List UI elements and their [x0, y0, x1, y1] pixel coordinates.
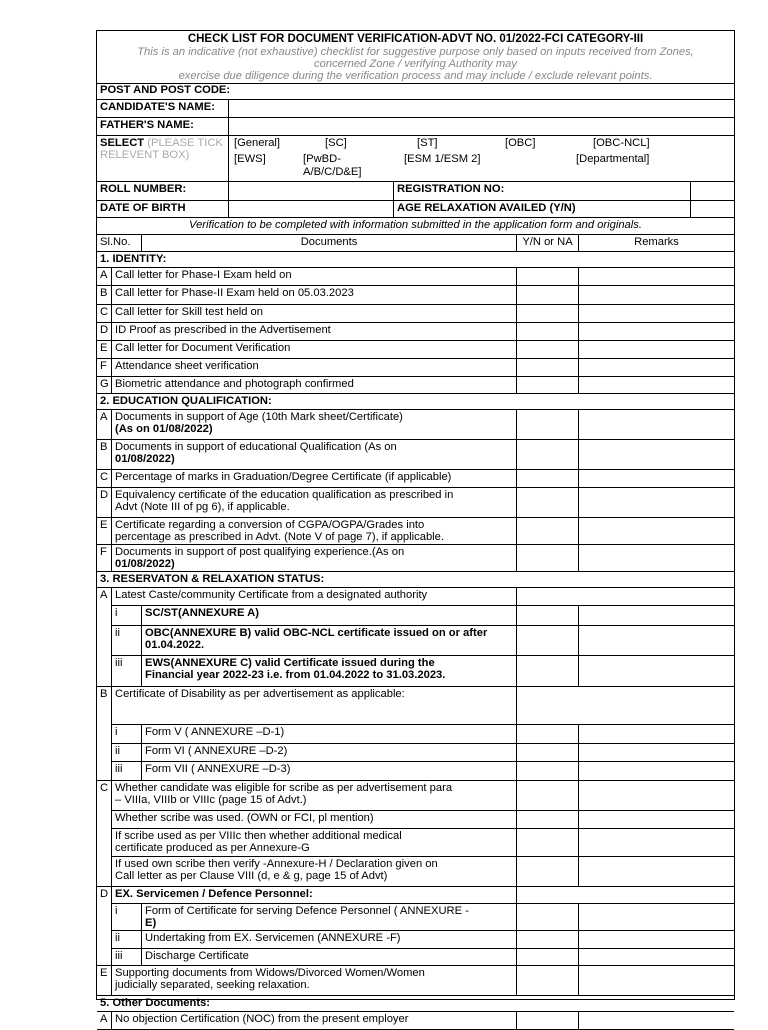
blank-cell	[516, 588, 734, 605]
row-document: Percentage of marks in Graduation/Degree Certificate (if applicable)	[111, 470, 516, 487]
form-title: CHECK LIST FOR DOCUMENT VERIFICATION-ADVT NO. 01/2022-FCI CATEGORY-III	[187, 33, 644, 45]
registration-field[interactable]	[690, 182, 734, 200]
row-label: F	[100, 360, 107, 372]
row-document: EX. Servicemen / Defence Personnel:	[111, 887, 516, 903]
table-row	[111, 626, 734, 656]
category-options	[228, 136, 734, 181]
row-document: Call letter for Document Verification	[111, 341, 516, 358]
row-document	[111, 545, 516, 571]
roll-number-field[interactable]	[228, 182, 393, 200]
row-label: A	[100, 269, 108, 281]
row-label: A	[100, 589, 108, 601]
row-label: F	[100, 546, 107, 558]
roll-row	[97, 182, 734, 201]
row-label: D	[100, 888, 109, 900]
table-row	[111, 656, 734, 687]
edu-f-line1: Documents in support of post qualifying experience.(As on	[115, 546, 405, 558]
category-obc[interactable]: [OBC]	[505, 137, 536, 149]
edu-a-line2: (As on 01/08/2022)	[115, 423, 213, 435]
remarks-cell[interactable]	[578, 377, 734, 393]
header-note-line3: exercise due diligence during the verification process and may include / exclude relevant points.	[178, 70, 653, 82]
row-document	[141, 626, 516, 655]
yn-cell[interactable]	[516, 656, 578, 686]
row-document	[111, 410, 516, 439]
yn-cell[interactable]	[516, 931, 578, 948]
res-d-label-cell	[97, 887, 111, 966]
yn-cell[interactable]	[516, 488, 578, 517]
edu-d-line2: Advt (Note III of pg 6), if applicable.	[115, 501, 290, 513]
category-pwbd-line1[interactable]: [PwBD-	[303, 153, 341, 165]
yn-cell[interactable]	[516, 286, 578, 304]
row-label: C	[100, 782, 109, 794]
remarks-cell[interactable]	[578, 857, 734, 886]
yn-cell[interactable]	[516, 811, 578, 828]
row-document: Form VI ( ANNEXURE –D-2)	[141, 744, 516, 761]
header-note-line1: This is an indicative (not exhaustive) checklist for suggestive purpose only based on inputs received from Zones,	[137, 46, 694, 58]
row-label: D	[100, 489, 109, 501]
res-a-ii-line2: 01.04.2022.	[145, 639, 205, 651]
row-sub-label: ii	[111, 931, 141, 948]
edu-e-line2: percentage as prescribed in Advt. (Note V of page 7), if applicable.	[115, 531, 444, 543]
blank-cell	[516, 887, 734, 903]
row-document	[141, 656, 516, 686]
res-a-ii-line1: OBC(ANNEXURE B) valid OBC-NCL certificate issued on or after	[145, 627, 488, 639]
table-row	[111, 725, 734, 744]
row-document: Form V ( ANNEXURE –D-1)	[141, 725, 516, 743]
remarks-cell[interactable]	[578, 268, 734, 285]
dob-label: DATE OF BIRTH	[100, 202, 186, 214]
yn-cell[interactable]	[516, 725, 578, 743]
row-document: Form VII ( ANNEXURE –D-3)	[141, 762, 516, 780]
section-other: 5. Other Documents:	[100, 997, 211, 1009]
res-d-i-line2: E)	[145, 917, 157, 929]
remarks-cell[interactable]	[578, 410, 734, 439]
row-label: G	[100, 378, 109, 390]
roll-number-label: ROLL NUMBER:	[100, 183, 187, 195]
section-education: 2. EDUCATION QUALIFICATION:	[100, 395, 272, 407]
yn-cell[interactable]	[516, 518, 578, 544]
blank-cell	[516, 687, 734, 724]
candidate-name-field[interactable]	[228, 100, 734, 117]
table-row	[97, 545, 734, 572]
remarks-cell[interactable]	[578, 744, 734, 761]
row-document: Call letter for Phase-I Exam held on	[111, 268, 516, 285]
row-document: SC/ST(ANNEXURE A)	[141, 606, 516, 625]
remarks-cell[interactable]	[578, 518, 734, 544]
remarks-cell[interactable]	[578, 966, 734, 995]
row-label: B	[100, 688, 108, 700]
candidate-name-label: CANDIDATE'S NAME:	[100, 101, 215, 113]
res-c4-line1: If scribe used as per VIIIc then whether additional medical	[115, 830, 402, 842]
yn-cell[interactable]	[516, 410, 578, 439]
table-row	[97, 268, 734, 286]
res-c4-line2: certificate produced as per Annexure-G	[115, 842, 310, 854]
dob-field[interactable]	[228, 201, 393, 217]
res-c-line1: Whether candidate was eligible for scribe as per advertisement para	[115, 782, 453, 794]
table-row	[111, 744, 734, 762]
table-header-row	[97, 235, 734, 252]
table-row	[97, 377, 734, 394]
remarks-cell[interactable]	[578, 811, 734, 828]
yn-cell[interactable]	[516, 305, 578, 322]
table-row	[111, 811, 734, 829]
table-row	[111, 857, 734, 887]
category-departmental[interactable]: [Departmental]	[576, 153, 650, 165]
row-sub-label: i	[111, 904, 141, 930]
section-reservation: 3. RESERVATON & RELAXATION STATUS:	[100, 573, 325, 585]
yn-cell[interactable]	[516, 744, 578, 761]
yn-cell[interactable]	[516, 440, 578, 469]
row-document: Discharge Certificate	[141, 949, 516, 965]
yn-cell[interactable]	[516, 626, 578, 655]
row-document: Certificate of Disability as per advertisement as applicable:	[111, 687, 516, 724]
category-general[interactable]: [General]	[234, 137, 281, 149]
yn-cell[interactable]	[516, 904, 578, 930]
category-esm[interactable]: [ESM 1/ESM 2]	[404, 153, 481, 165]
col-sl-no: Sl.No.	[100, 236, 131, 248]
father-name-field[interactable]	[228, 118, 734, 135]
post-label: POST AND POST CODE:	[100, 84, 231, 96]
row-document: Call letter for Skill test held on	[111, 305, 516, 322]
row-document: Whether scribe was used. (OWN or FCI, pl mention)	[111, 811, 516, 828]
remarks-cell[interactable]	[578, 626, 734, 655]
section-identity-row	[97, 252, 734, 268]
table-row	[111, 687, 734, 725]
remarks-cell[interactable]	[578, 440, 734, 469]
table-row	[111, 931, 734, 949]
remarks-cell[interactable]	[578, 931, 734, 948]
table-row	[97, 440, 734, 470]
yn-cell[interactable]	[516, 1012, 578, 1029]
row-sub-label: i	[111, 606, 141, 625]
remarks-cell[interactable]	[578, 781, 734, 810]
row-label: E	[100, 519, 108, 531]
res-c5-line2: Call letter as per Clause VIII (d, e & g, page 15 of Advt)	[115, 870, 388, 882]
table-row	[97, 518, 734, 545]
row-sub-label: iii	[111, 949, 141, 965]
row-sub-label: iii	[111, 656, 141, 686]
table-row	[97, 359, 734, 377]
row-document: Call letter for Phase-II Exam held on 05.03.2023	[111, 286, 516, 304]
category-row	[97, 136, 734, 182]
table-row	[111, 949, 734, 966]
row-label: C	[100, 471, 109, 483]
registration-label: REGISTRATION NO:	[393, 182, 690, 200]
remarks-cell[interactable]	[578, 545, 734, 571]
age-relaxation-label: AGE RELAXATION AVAILED (Y/N)	[393, 201, 690, 217]
remarks-cell[interactable]	[578, 359, 734, 376]
yn-cell[interactable]	[516, 857, 578, 886]
yn-cell[interactable]	[516, 966, 578, 995]
res-a-label-cell	[97, 588, 111, 687]
section-reservation-row	[97, 572, 734, 588]
row-label: E	[100, 967, 108, 979]
remarks-cell[interactable]	[578, 656, 734, 686]
row-sub-label: ii	[111, 744, 141, 761]
select-hint-1: (PLEASE TICK	[147, 137, 223, 149]
remarks-cell[interactable]	[578, 305, 734, 322]
table-row	[111, 904, 734, 931]
category-obc-ncl[interactable]: [OBC-NCL]	[593, 137, 650, 149]
remarks-cell[interactable]	[578, 1012, 734, 1029]
dob-row	[97, 201, 734, 218]
edu-e-line1: Certificate regarding a conversion of CGPA/OGPA/Grades into	[115, 519, 425, 531]
edu-b-line1: Documents in support of educational Qualification (As on	[115, 441, 397, 453]
yn-cell[interactable]	[516, 781, 578, 810]
table-row	[97, 286, 734, 305]
row-document: Attendance sheet verification	[111, 359, 516, 376]
res-c-label-cell	[97, 781, 111, 887]
remarks-cell[interactable]	[578, 725, 734, 743]
remarks-cell[interactable]	[578, 286, 734, 304]
table-row	[111, 588, 734, 606]
yn-cell[interactable]	[516, 323, 578, 340]
res-c5-line1: If used own scribe then verify -Annexure-H / Declaration given on	[115, 858, 438, 870]
row-sub-label: iii	[111, 762, 141, 780]
row-document: Undertaking from EX. Servicemen (ANNEXURE -F)	[141, 931, 516, 948]
row-document	[111, 488, 516, 517]
table-row	[97, 488, 734, 518]
res-e-line2: judicially separated, seeking relaxation.	[115, 979, 310, 991]
select-category-label	[97, 136, 228, 181]
category-ews[interactable]: [EWS]	[234, 153, 266, 165]
category-sc[interactable]: [SC]	[325, 137, 347, 149]
category-st[interactable]: [ST]	[417, 137, 438, 149]
yn-cell[interactable]	[516, 949, 578, 965]
table-row	[111, 606, 734, 626]
row-document: Latest Caste/community Certificate from a designated authority	[111, 588, 516, 605]
table-row	[97, 470, 734, 488]
father-name-label: FATHER'S NAME:	[100, 119, 194, 131]
yn-cell[interactable]	[516, 470, 578, 487]
category-pwbd-line2[interactable]: A/B/C/D&E]	[303, 166, 362, 178]
row-document	[111, 857, 516, 886]
candidate-name-row	[97, 100, 734, 118]
post-row	[97, 83, 734, 100]
table-row	[111, 762, 734, 781]
res-c-line2: – VIIIa, VIIIb or VIIIc (page 15 of Advt.)	[115, 794, 307, 806]
edu-d-line1: Equivalency certificate of the education qualification as prescribed in	[115, 489, 454, 501]
yn-cell[interactable]	[516, 359, 578, 376]
table-row	[111, 781, 734, 811]
remarks-cell[interactable]	[578, 762, 734, 780]
col-documents: Documents	[141, 235, 516, 251]
remarks-cell[interactable]	[578, 323, 734, 340]
section-other-row	[97, 996, 734, 1012]
yn-cell[interactable]	[516, 762, 578, 780]
edu-f-line2: 01/08/2022)	[115, 558, 175, 570]
checklist-form	[96, 30, 735, 1025]
table-row	[97, 966, 734, 996]
table-row	[97, 305, 734, 323]
verification-note: Verification to be completed with information submitted in the application form and originals.	[189, 219, 642, 231]
age-relaxation-field[interactable]	[690, 201, 734, 217]
remarks-cell[interactable]	[578, 606, 734, 625]
col-remarks: Remarks	[578, 235, 734, 251]
father-name-row	[97, 118, 734, 136]
row-document	[111, 440, 516, 469]
remarks-cell[interactable]	[578, 829, 734, 856]
table-row	[97, 341, 734, 359]
yn-cell[interactable]	[516, 606, 578, 625]
row-label: A	[100, 411, 108, 423]
table-row	[97, 410, 734, 440]
row-document	[111, 829, 516, 856]
select-hint-2: RELEVENT BOX)	[100, 149, 190, 161]
row-sub-label: ii	[111, 626, 141, 655]
res-e-line1: Supporting documents from Widows/Divorced Women/Women	[115, 967, 425, 979]
row-document: Biometric attendance and photograph confirmed	[111, 377, 516, 393]
edu-b-line2: 01/08/2022)	[115, 453, 175, 465]
row-document	[111, 518, 516, 544]
row-label: B	[100, 441, 108, 453]
verification-note-row	[97, 218, 734, 235]
remarks-cell[interactable]	[578, 488, 734, 517]
edu-a-line1: Documents in support of Age (10th Mark sheet/Certificate)	[115, 411, 403, 423]
row-label: C	[100, 306, 109, 318]
remarks-cell[interactable]	[578, 341, 734, 358]
table-row	[111, 829, 734, 857]
select-label: SELECT	[100, 137, 145, 149]
header-note-line2: concerned Zone / verifying Authority may	[314, 58, 517, 70]
res-a-iii-line1: EWS(ANNEXURE C) valid Certificate issued during the	[145, 657, 435, 669]
remarks-cell[interactable]	[578, 949, 734, 965]
row-label: D	[100, 324, 109, 336]
row-label: B	[100, 287, 108, 299]
col-yn: Y/N or NA	[516, 235, 578, 251]
res-b-label-cell	[97, 687, 111, 781]
row-document: No objection Certification (NOC) from the present employer	[111, 1012, 516, 1029]
remarks-cell[interactable]	[578, 904, 734, 930]
res-a-iii-line2: Financial year 2022-23 i.e. from 01.04.2022 to 31.03.2023.	[145, 669, 446, 681]
yn-cell[interactable]	[516, 268, 578, 285]
row-document	[111, 966, 516, 995]
yn-cell[interactable]	[516, 545, 578, 571]
res-d-i-line1: Form of Certificate for serving Defence Personnel ( ANNEXURE -	[145, 905, 469, 917]
table-row	[97, 1012, 734, 1030]
table-row	[111, 887, 734, 904]
section-education-row	[97, 394, 734, 410]
row-document: ID Proof as prescribed in the Advertisement	[111, 323, 516, 340]
row-label: E	[100, 342, 108, 354]
yn-cell[interactable]	[516, 829, 578, 856]
yn-cell[interactable]	[516, 341, 578, 358]
section-identity: 1. IDENTITY:	[100, 253, 167, 265]
yn-cell[interactable]	[516, 377, 578, 393]
form-header	[97, 31, 734, 84]
row-sub-label: i	[111, 725, 141, 743]
row-document	[141, 904, 516, 930]
remarks-cell[interactable]	[578, 470, 734, 487]
table-row	[97, 323, 734, 341]
row-document	[111, 781, 516, 810]
row-label: A	[100, 1013, 108, 1025]
